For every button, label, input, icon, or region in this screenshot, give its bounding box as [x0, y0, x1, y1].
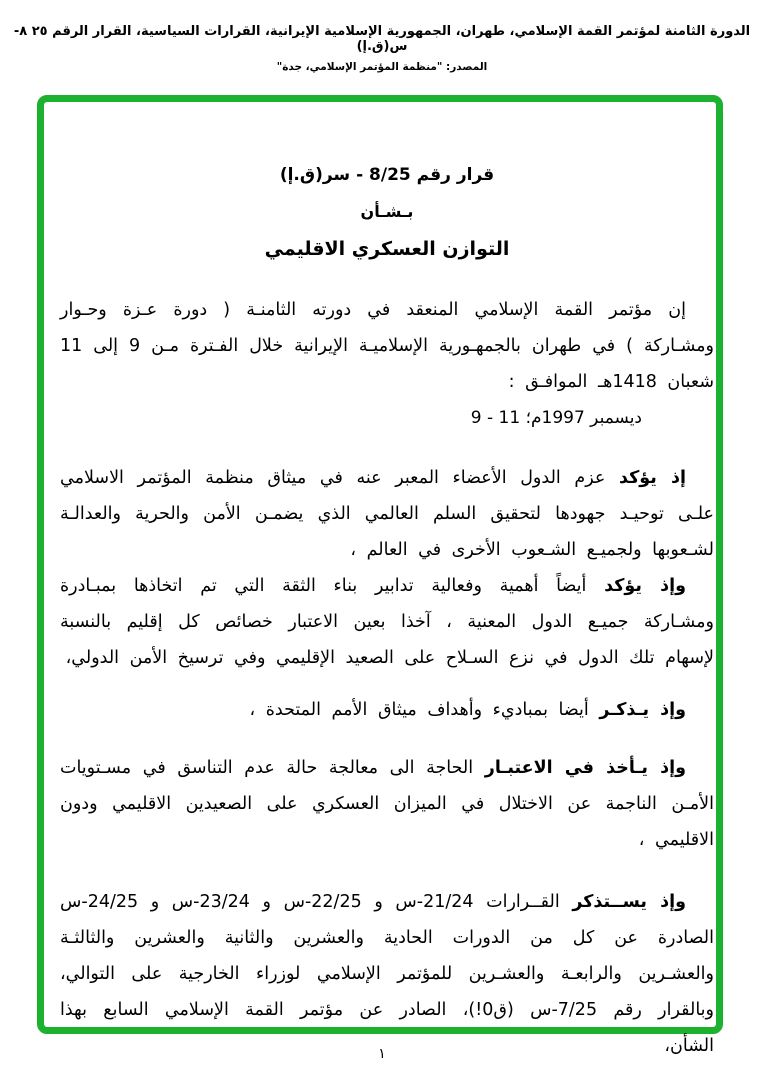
regarding-label: بـشـأن: [360, 202, 414, 221]
document-subject-title: التوازن العسكري الاقليمي: [264, 238, 510, 260]
date-line: 9 - 11 ديسمبر 1997م؛: [470, 408, 642, 428]
header-citation: الدورة الثامنة لمؤتمر القمة الإسلامي، طهران، الجمهورية الإسلامية الإيرانية، القرارات السياسية، القرار الرقم ٢٥ ٨-س(ق.إ): [13, 24, 751, 54]
clause-text: أيضاً أهمية وفعالية تدابير بناء الثقة التي تم اتخاذها بمبـادرة ومشـاركة جميـع الدول المعنية ، آخذا بعين الاعتبار خصائص كل إقليم بالنسبة لإسهام تلك الدول في نزع السـلاح على الصعيد الإقليمي وفي ترسيخ الأمن الدولي،: [60, 576, 714, 668]
clause-text: أيضا بمباديء وأهداف ميثاق الأمم المتحدة ،: [249, 700, 600, 720]
page-number: ١: [378, 1046, 386, 1062]
clause-lead: وإذ يؤكد: [604, 576, 687, 596]
clause-lead: إذ يؤكد: [619, 468, 686, 488]
clause-lead: وإذ يســتذكر: [572, 892, 686, 912]
clause-paragraph: [60, 884, 714, 1064]
preamble-paragraph: إن مؤتمر القمة الإسلامي المنعقد في دورته الثامنـة ( دورة عـزة وحـوار ومشـاركة ) في طهران بالجمهـورية الإسلاميـة الإيرانية خلال الفـترة مـن 9 إلى 11 شعبان 1418هـ الموافـق :: [60, 300, 715, 392]
clause-paragraph: [60, 568, 714, 676]
clause-lead: وإذ يـذكـر: [599, 700, 686, 720]
clause-text: القــرارات 21/24-س و 22/25-س و 23/24-س و 24/25-س الصادرة عن كل من الدورات الحادية والعشرين والثانية والعشرين والثالثـة والعشـرين والرابعـة والعشـرين للمؤتمر الإسلامي لوزراء الخارجية على التوالي، وبالقرار رقم 7/25-س (ق0!)، الصادر عن مؤتمر القمة الإسلامي السابع بهذا الشأن،: [60, 892, 714, 1056]
document-border-frame: [37, 95, 723, 1056]
clause-paragraph: [60, 750, 714, 858]
clause-text: الحاجة الى معالجة حالة عدم التناسق في مسـتويات الأمـن الناجمة عن الاختلال في الميزان العسكري على الصعيدين الاقليمي ودون الاقليمي ،: [60, 758, 714, 850]
clause-paragraph: [60, 460, 714, 568]
clause-text: عزم الدول الأعضاء المعبر عنه في ميثاق منظمة المؤتمر الاسلامي علـى توحيـد جهودها لتحقيق السلم العالمي الذي يضمـن الأمن والحرية والعدالـة لشـعوبها ولجميـع الشـعوب الأخرى في العالم ،: [60, 468, 714, 560]
clause-paragraph: [60, 692, 714, 728]
header-source: المصدر: "منظمة المؤتمر الإسلامي، جدة": [276, 61, 488, 73]
clause-lead: وإذ يـأخذ في الاعتبـار: [484, 758, 686, 778]
document-content: [60, 163, 714, 1064]
document-header: [0, 24, 764, 73]
resolution-number-title: قرار رقم 8/25 - سر(ق.إ): [279, 165, 495, 185]
